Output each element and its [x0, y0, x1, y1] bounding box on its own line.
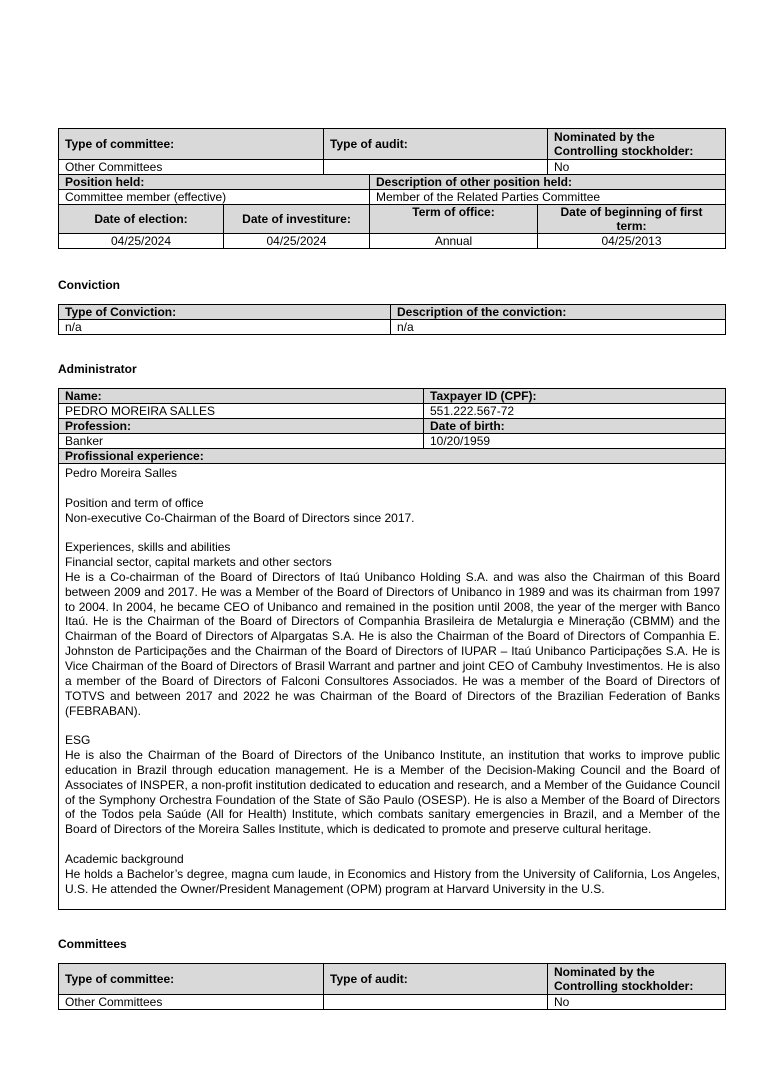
- skills-text: He is a Co-chairman of the Board of Directors of Itaú Unibanco Holding S.A. and was also the Chairman of this Board between 2009 and 2017. He was a Member of the Board of Directors of Unibanco in 1989 and was its chairman from 1997 to 2004. In 2004, he became CEO of Unibanco and remained in the position until 2008, the year of the merger with Banco Itaú. He is the Chairman of the Board of Directors of Companhia Brasileira de Metalurgia e Mineração (CBMM) and the Chairman of the Board of Directors of Alpargatas S.A. He is also the Chairman of the Board of Directors of Companhia E. Johnston de Participações and the Chairman of the Board of Directors of IUPAR – Itaú Unibanco Participações S.A. He is Vice Chairman of the Board of Directors of Brasil Warrant and partner and joint CEO of Cambuhy Investimentos. He is also a member of the Board of Directors of Falconi Consultores Associados. He was a member of the Board of Directors of TOTVS and between 2017 and 2022 he was Chairman of the Board of Directors of the Brazilian Federation of Banks (FEBRABAN).: [65, 569, 720, 718]
- administrator-heading: Administrator: [58, 362, 137, 376]
- esg-text: He is also the Chairman of the Board of Directors of the Unibanco Institute, an institution that works to improve public education in Brazil through education management. He is a Member of the Decision-Making Council and the Board of Associates of INSPER, a non-profit institution dedicated to education and research, and a Member of the Guidance Council of the Symphony Orchestra Foundation of the State of São Paulo (OSESP). He is also a Member of the Board of Directors of the Todos pela Saúde (All for Health) Institute, which combats sanitary emergencies in Brazil, and a Member of the Board of Directors of the Moreira Salles Institute, which is dedicated to promote and preserve cultural heritage.: [65, 748, 720, 837]
- position-heading: Position and term of office: [65, 495, 204, 510]
- date-of-election-label: Date of election:: [59, 205, 224, 234]
- nominated-value: No: [548, 160, 726, 175]
- position-text: Non-executive Co-Chairman of the Board of Directors since 2017.: [65, 510, 415, 525]
- type-of-committee-value: Other Committees: [59, 160, 324, 175]
- esg-heading: ESG: [65, 733, 91, 748]
- profession-value: Banker: [59, 434, 424, 449]
- committees-nominated-label: Nominated by the Controlling stockholder:: [548, 964, 726, 995]
- skills-heading: Experiences, skills and abilities: [65, 540, 231, 555]
- name-value: PEDRO MOREIRA SALLES: [59, 404, 424, 419]
- profession-label: Profession:: [59, 419, 424, 434]
- date-of-investiture-value: 04/25/2024: [224, 234, 370, 249]
- committees-type-label: Type of committee:: [59, 964, 324, 995]
- type-of-audit-label: Type of audit:: [324, 129, 548, 160]
- date-of-election-value: 04/25/2024: [59, 234, 224, 249]
- date-of-beginning-label: Date of beginning of first term:: [538, 205, 726, 234]
- committees-table: [58, 963, 725, 1010]
- committees-type-value: Other Committees: [59, 995, 324, 1010]
- committees-audit-label: Type of audit:: [324, 964, 548, 995]
- name-label: Name:: [59, 389, 424, 404]
- committees-nominated-value: No: [548, 995, 726, 1010]
- position-table: [58, 174, 726, 205]
- type-of-audit-value: [324, 160, 548, 175]
- dates-table: [58, 204, 726, 249]
- committee-table: [58, 128, 725, 249]
- birth-label: Date of birth:: [424, 419, 726, 434]
- conviction-type-label: Type of Conviction:: [59, 305, 391, 320]
- skills-subheading: Financial sector, capital markets and other sectors: [65, 555, 332, 570]
- type-of-committee-label: Type of committee:: [59, 129, 324, 160]
- committees-heading: Committees: [58, 937, 127, 951]
- committees-audit-value: [324, 995, 548, 1010]
- administrator-table: [58, 388, 725, 910]
- nominated-label: Nominated by the Controlling stockholder:: [548, 129, 726, 160]
- conviction-table: [58, 304, 725, 335]
- conviction-heading: Conviction: [58, 278, 120, 292]
- conviction-type-value: n/a: [59, 320, 391, 335]
- academic-text: He holds a Bachelor’s degree, magna cum laude, in Economics and History from the University of California, Los Angeles, U.S. He attended the Owner/President Management (OPM) program at Harvard University in the U.S.: [65, 866, 720, 896]
- position-held-label: Position held:: [59, 175, 370, 190]
- experience-name: Pedro Moreira Salles: [65, 466, 178, 480]
- experience-box: [58, 464, 726, 910]
- cpf-value: 551.222.567-72: [424, 404, 726, 419]
- experience-label: Profissional experience:: [59, 449, 726, 464]
- date-of-investiture-label: Date of investiture:: [224, 205, 370, 234]
- committee-header-table: [58, 128, 726, 175]
- birth-value: 10/20/1959: [424, 434, 726, 449]
- description-other-value: Member of the Related Parties Committee: [370, 190, 726, 205]
- conviction-description-label: Description of the conviction:: [391, 305, 726, 320]
- term-of-office-label: Term of office:: [370, 205, 538, 234]
- academic-heading: Academic background: [65, 851, 184, 866]
- term-of-office-value: Annual: [370, 234, 538, 249]
- date-of-beginning-value: 04/25/2013: [538, 234, 726, 249]
- cpf-label: Taxpayer ID (CPF):: [424, 389, 726, 404]
- position-held-value: Committee member (effective): [59, 190, 370, 205]
- conviction-description-value: n/a: [391, 320, 726, 335]
- description-other-label: Description of other position held:: [370, 175, 726, 190]
